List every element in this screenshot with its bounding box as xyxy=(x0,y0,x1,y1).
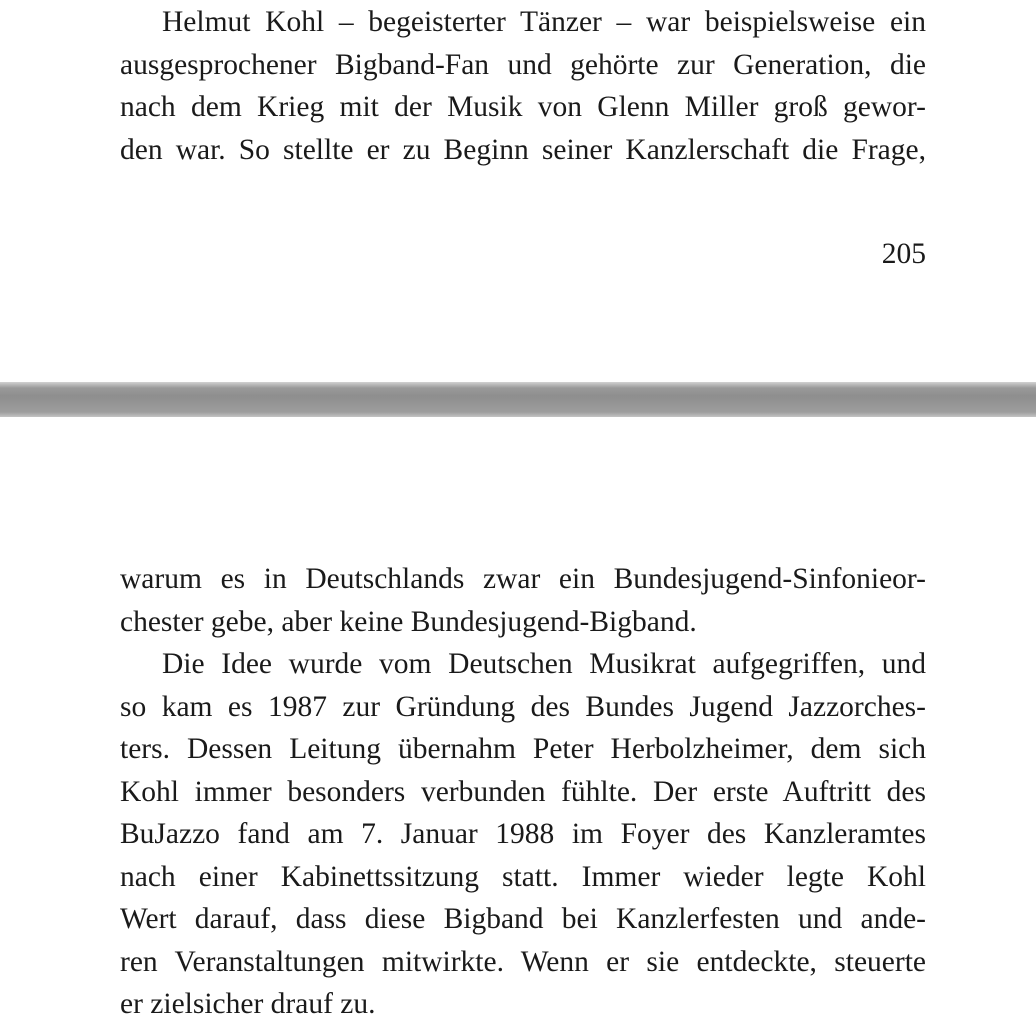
page-separator xyxy=(0,382,1036,417)
text-line: so kam es 1987 zur Gründung des Bundes Jugend Jazzorches- xyxy=(120,690,926,723)
text-line: Helmut Kohl – begeisterter Tänzer – war beispielsweise ein xyxy=(162,6,926,38)
page-206 xyxy=(0,417,1036,1028)
page-205 xyxy=(0,0,1036,382)
text-line: BuJazzo fand am 7. Januar 1988 im Foyer des Kanzleramtes xyxy=(120,818,926,850)
text-line: ren Veranstaltungen mitwirkte. Wenn er sie entdeckte, steuerte xyxy=(120,945,926,978)
text-line: nach dem Krieg mit der Musik von Glenn Miller groß gewor- xyxy=(120,91,926,123)
text-line: Wert darauf, dass diese Bigband bei Kanzlerfesten und ande- xyxy=(120,903,926,935)
text-line: Die Idee wurde vom Deutschen Musikrat aufgegriffen, und xyxy=(162,648,926,680)
text-line: chester gebe, aber keine Bundesjugend-Bigband. xyxy=(120,605,697,638)
paragraph-kohl-bigband-fan xyxy=(120,1,926,171)
paragraph-bujazzo xyxy=(120,558,926,1026)
text-line: ausgesprochener Bigband-Fan und gehörte zur Generation, die xyxy=(120,48,926,81)
page-number: 205 xyxy=(881,238,926,270)
text-line: warum es in Deutschlands zwar ein Bundesjugend-Sinfonieor- xyxy=(120,563,926,595)
text-line: Kohl immer besonders verbunden fühlte. Der erste Auftritt des xyxy=(120,775,926,808)
text-line: er zielsicher drauf zu. xyxy=(120,988,376,1020)
text-line: nach einer Kabinettssitzung statt. Immer wieder legte Kohl xyxy=(120,860,926,893)
text-line: den war. So stellte er zu Beginn seiner Kanzlerschaft die Frage, xyxy=(120,133,926,166)
text-line: ters. Dessen Leitung übernahm Peter Herbolzheimer, dem sich xyxy=(120,733,926,765)
